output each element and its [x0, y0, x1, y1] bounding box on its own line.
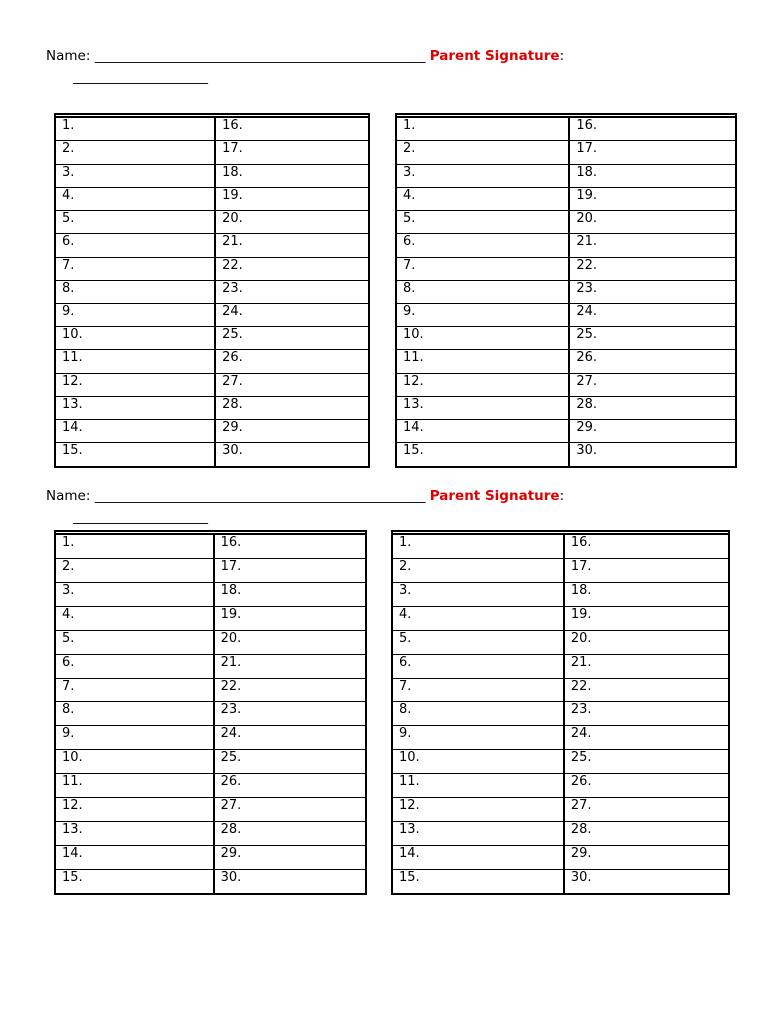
answer-cell-right[interactable]: 17.: [214, 559, 366, 583]
answer-cell-right[interactable]: 21.: [564, 654, 729, 678]
answer-cell-right[interactable]: 19.: [564, 606, 729, 630]
table-row: [392, 726, 729, 750]
name-blank[interactable]: _________________________________________________: [94, 488, 426, 504]
answer-cell-right[interactable]: 19.: [214, 606, 366, 630]
table-row: [55, 798, 366, 822]
answer-cell-left[interactable]: 7.: [55, 257, 215, 280]
table-row: [55, 350, 369, 373]
answer-cell-right[interactable]: 24.: [214, 726, 366, 750]
answer-cell-right[interactable]: 24.: [564, 726, 729, 750]
answer-cell-right[interactable]: 19.: [569, 187, 736, 210]
answer-cell-right[interactable]: 30.: [214, 869, 366, 894]
answer-cell-left[interactable]: 3.: [392, 583, 564, 607]
table-row: [396, 257, 736, 280]
answer-cell-right[interactable]: 22.: [564, 678, 729, 702]
answer-cell-left[interactable]: 1.: [55, 117, 215, 141]
table-row: [55, 211, 369, 234]
answer-cell-left[interactable]: 1.: [396, 117, 569, 141]
answer-cell-right[interactable]: 28.: [215, 396, 369, 419]
answer-cell-left[interactable]: 10.: [396, 327, 569, 350]
table-row: [396, 420, 736, 443]
answer-cell-left[interactable]: 1.: [55, 534, 214, 559]
answer-cell-right[interactable]: 28.: [214, 821, 366, 845]
table-row: [392, 606, 729, 630]
table-row: [55, 845, 366, 869]
answer-cell-right[interactable]: 17.: [215, 141, 369, 164]
answer-cell-right[interactable]: 26.: [569, 350, 736, 373]
table-row: [396, 117, 736, 141]
table-row: [396, 350, 736, 373]
table-row: [55, 678, 366, 702]
table-row: [392, 702, 729, 726]
form-1-header: [46, 46, 564, 88]
table-row: [55, 534, 366, 559]
table-row: [55, 559, 366, 583]
answer-cell-left[interactable]: 5.: [392, 630, 564, 654]
table-row: [396, 396, 736, 419]
answer-cell-left[interactable]: 15.: [396, 443, 569, 467]
table-row: [55, 774, 366, 798]
answer-cell-right[interactable]: 27.: [215, 373, 369, 396]
answer-cell-right[interactable]: 26.: [215, 350, 369, 373]
answer-cell-right[interactable]: 22.: [569, 257, 736, 280]
answer-table: [54, 530, 367, 895]
answer-cell-right[interactable]: 23.: [214, 702, 366, 726]
answer-cell-right[interactable]: 20.: [564, 630, 729, 654]
answer-cell-right[interactable]: 22.: [215, 257, 369, 280]
answer-cell-left[interactable]: 12.: [396, 373, 569, 396]
answer-cell-right[interactable]: 21.: [569, 234, 736, 257]
answer-cell-right[interactable]: 18.: [569, 164, 736, 187]
table-row: [396, 304, 736, 327]
answer-cell-right[interactable]: 27.: [569, 373, 736, 396]
answer-cell-left[interactable]: 6.: [396, 234, 569, 257]
table-row: [392, 869, 729, 894]
answer-cell-right[interactable]: 21.: [214, 654, 366, 678]
answer-cell-left[interactable]: 7.: [396, 257, 569, 280]
table-row: [55, 304, 369, 327]
answer-cell-left[interactable]: 10.: [392, 750, 564, 774]
answer-cell-left[interactable]: 9.: [55, 726, 214, 750]
answer-cell-left[interactable]: 13.: [55, 396, 215, 419]
answer-cell-right[interactable]: 30.: [215, 443, 369, 467]
table-row: [392, 821, 729, 845]
table-row: [55, 234, 369, 257]
answer-cell-left[interactable]: 6.: [55, 654, 214, 678]
answer-cell-right[interactable]: 26.: [214, 774, 366, 798]
answer-cell-right[interactable]: 29.: [564, 845, 729, 869]
table-row: [55, 654, 366, 678]
table-row: [392, 750, 729, 774]
table-row: [55, 141, 369, 164]
table-row: [55, 373, 369, 396]
answer-cell-left[interactable]: 8.: [55, 280, 215, 303]
answer-cell-right[interactable]: 27.: [564, 798, 729, 822]
name-label: Name:: [46, 488, 91, 504]
parent-signature-blank[interactable]: ____________________: [73, 69, 208, 85]
table-row: [396, 373, 736, 396]
answer-cell-right[interactable]: 20.: [214, 630, 366, 654]
table-row: [55, 257, 369, 280]
answer-cell-left[interactable]: 5.: [55, 630, 214, 654]
answer-cell-left[interactable]: 2.: [55, 141, 215, 164]
answer-cell-left[interactable]: 1.: [392, 534, 564, 559]
answer-cell-right[interactable]: 28.: [569, 396, 736, 419]
answer-cell-left[interactable]: 15.: [55, 869, 214, 894]
table-row: [396, 141, 736, 164]
table-row: [392, 774, 729, 798]
table-row: [55, 869, 366, 894]
table-row: [392, 798, 729, 822]
answer-cell-left[interactable]: 4.: [55, 606, 214, 630]
table-row: [392, 534, 729, 559]
table-row: [392, 583, 729, 607]
answer-cell-right[interactable]: 20.: [569, 211, 736, 234]
table-row: [55, 726, 366, 750]
answer-cell-left[interactable]: 4.: [396, 187, 569, 210]
name-label: Name:: [46, 48, 91, 64]
answer-cell-left[interactable]: 3.: [396, 164, 569, 187]
answer-cell-right[interactable]: 16.: [215, 117, 369, 141]
table-row: [55, 583, 366, 607]
answer-cell-left[interactable]: 14.: [392, 845, 564, 869]
table-row: [396, 280, 736, 303]
table-row: [55, 606, 366, 630]
answer-cell-right[interactable]: 23.: [564, 702, 729, 726]
table-row: [55, 327, 369, 350]
answer-cell-right[interactable]: 16.: [569, 117, 736, 141]
table-row: [396, 327, 736, 350]
answer-cell-left[interactable]: 15.: [55, 443, 215, 467]
answer-cell-right[interactable]: 20.: [215, 211, 369, 234]
answer-cell-left[interactable]: 5.: [396, 211, 569, 234]
table-row: [55, 702, 366, 726]
table-row: [55, 443, 369, 467]
answer-cell-right[interactable]: 22.: [214, 678, 366, 702]
table-row: [55, 821, 366, 845]
answer-cell-right[interactable]: 27.: [214, 798, 366, 822]
answer-cell-right[interactable]: 30.: [569, 443, 736, 467]
answer-cell-left[interactable]: 5.: [55, 211, 215, 234]
answer-cell-left[interactable]: 9.: [396, 304, 569, 327]
answer-table: [54, 113, 370, 468]
answer-cell-right[interactable]: 25.: [215, 327, 369, 350]
answer-cell-left[interactable]: 13.: [392, 821, 564, 845]
answer-cell-left[interactable]: 11.: [55, 350, 215, 373]
answer-cell-left[interactable]: 15.: [392, 869, 564, 894]
table-row: [392, 654, 729, 678]
answer-cell-left[interactable]: 6.: [55, 234, 215, 257]
parent-signature-label: Parent Signature: [429, 488, 560, 504]
answer-cell-right[interactable]: 17.: [569, 141, 736, 164]
answer-cell-right[interactable]: 23.: [569, 280, 736, 303]
answer-cell-left[interactable]: 7.: [55, 678, 214, 702]
table-row: [396, 187, 736, 210]
parent-signature-label: Parent Signature: [429, 48, 560, 64]
answer-cell-left[interactable]: 3.: [55, 164, 215, 187]
answer-cell-left[interactable]: 8.: [55, 702, 214, 726]
name-blank[interactable]: _________________________________________________: [94, 48, 426, 64]
answer-cell-left[interactable]: 10.: [55, 327, 215, 350]
table-row: [396, 164, 736, 187]
answer-cell-right[interactable]: 29.: [215, 420, 369, 443]
answer-cell-right[interactable]: 18.: [564, 583, 729, 607]
answer-cell-left[interactable]: 9.: [392, 726, 564, 750]
answer-cell-left[interactable]: 11.: [396, 350, 569, 373]
answer-cell-left[interactable]: 12.: [55, 373, 215, 396]
table-row: [396, 234, 736, 257]
answer-cell-left[interactable]: 12.: [55, 798, 214, 822]
answer-cell-left[interactable]: 7.: [392, 678, 564, 702]
answer-cell-left[interactable]: 6.: [392, 654, 564, 678]
table-row: [392, 559, 729, 583]
answer-cell-left[interactable]: 11.: [392, 774, 564, 798]
answer-cell-left[interactable]: 2.: [55, 559, 214, 583]
answer-table: [391, 530, 730, 895]
answer-cell-left[interactable]: 13.: [396, 396, 569, 419]
answer-cell-right[interactable]: 29.: [569, 420, 736, 443]
answer-cell-left[interactable]: 2.: [392, 559, 564, 583]
answer-cell-left[interactable]: 12.: [392, 798, 564, 822]
answer-cell-left[interactable]: 3.: [55, 583, 214, 607]
table-row: [392, 845, 729, 869]
answer-cell-left[interactable]: 14.: [55, 845, 214, 869]
answer-cell-right[interactable]: 30.: [564, 869, 729, 894]
table-row: [55, 420, 369, 443]
parent-signature-blank[interactable]: ____________________: [73, 509, 208, 525]
answer-cell-left[interactable]: 13.: [55, 821, 214, 845]
answer-cell-right[interactable]: 28.: [564, 821, 729, 845]
table-row: [55, 280, 369, 303]
answer-cell-right[interactable]: 19.: [215, 187, 369, 210]
signature-colon: :: [559, 488, 565, 504]
answer-cell-right[interactable]: 23.: [215, 280, 369, 303]
answer-cell-left[interactable]: 4.: [55, 187, 215, 210]
answer-cell-right[interactable]: 25.: [569, 327, 736, 350]
answer-cell-right[interactable]: 21.: [215, 234, 369, 257]
table-row: [55, 396, 369, 419]
answer-cell-left[interactable]: 11.: [55, 774, 214, 798]
answer-cell-right[interactable]: 16.: [214, 534, 366, 559]
form-2-header: [46, 486, 564, 528]
table-row: [55, 187, 369, 210]
signature-colon: :: [559, 48, 565, 64]
answer-cell-right[interactable]: 16.: [564, 534, 729, 559]
table-row: [55, 630, 366, 654]
answer-cell-right[interactable]: 25.: [214, 750, 366, 774]
answer-cell-left[interactable]: 2.: [396, 141, 569, 164]
answer-cell-right[interactable]: 24.: [215, 304, 369, 327]
answer-cell-right[interactable]: 26.: [564, 774, 729, 798]
table-row: [392, 630, 729, 654]
answer-cell-left[interactable]: 14.: [396, 420, 569, 443]
table-row: [392, 678, 729, 702]
answer-cell-left[interactable]: 4.: [392, 606, 564, 630]
answer-cell-left[interactable]: 8.: [396, 280, 569, 303]
answer-cell-right[interactable]: 24.: [569, 304, 736, 327]
table-row: [396, 443, 736, 467]
answer-cell-right[interactable]: 18.: [215, 164, 369, 187]
answer-cell-left[interactable]: 8.: [392, 702, 564, 726]
table-row: [396, 211, 736, 234]
answer-cell-right[interactable]: 25.: [564, 750, 729, 774]
answer-cell-right[interactable]: 29.: [214, 845, 366, 869]
answer-cell-right[interactable]: 17.: [564, 559, 729, 583]
answer-cell-right[interactable]: 18.: [214, 583, 366, 607]
answer-table: [395, 113, 737, 468]
table-row: [55, 750, 366, 774]
table-row: [55, 164, 369, 187]
answer-cell-left[interactable]: 9.: [55, 304, 215, 327]
table-row: [55, 117, 369, 141]
answer-cell-left[interactable]: 14.: [55, 420, 215, 443]
answer-cell-left[interactable]: 10.: [55, 750, 214, 774]
